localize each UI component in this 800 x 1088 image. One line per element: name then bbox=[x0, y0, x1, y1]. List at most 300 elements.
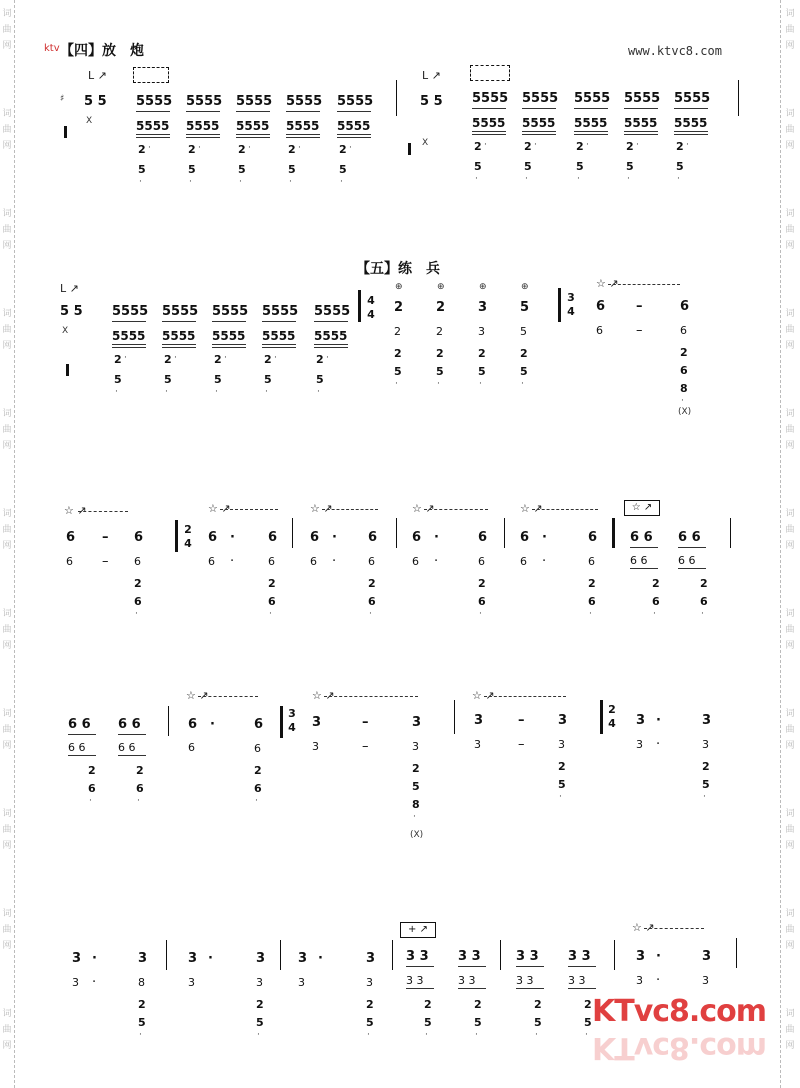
underline bbox=[314, 344, 348, 345]
note-3: 3 bbox=[702, 974, 709, 987]
watermark-char: 网 bbox=[785, 241, 795, 251]
note-low: 2 bbox=[478, 577, 486, 590]
note-2: 2 bbox=[576, 140, 584, 153]
note-5: 5 bbox=[626, 160, 634, 173]
watermark-char: 词 bbox=[2, 509, 12, 519]
dot: · bbox=[534, 140, 537, 150]
note-low: 2 bbox=[256, 998, 264, 1011]
note-low: 2 bbox=[268, 577, 276, 590]
barline bbox=[392, 940, 393, 970]
perc-mark: ☆ ↗ bbox=[64, 504, 87, 517]
underline bbox=[624, 134, 658, 135]
dot: · bbox=[627, 174, 630, 184]
note-low: 2 bbox=[134, 577, 142, 590]
note-mid: 2 bbox=[394, 325, 401, 338]
note-5: 5 bbox=[474, 160, 482, 173]
note-low: 2 bbox=[534, 998, 542, 1011]
dot: · bbox=[92, 951, 97, 966]
underline bbox=[236, 134, 270, 135]
tie-dash bbox=[608, 284, 680, 285]
underline bbox=[406, 988, 434, 989]
underline bbox=[286, 137, 320, 138]
ornament-box bbox=[470, 65, 510, 81]
note-group-5555: 5555 bbox=[112, 304, 149, 319]
dot: · bbox=[224, 353, 227, 363]
note-group-5555: 5555 bbox=[472, 116, 506, 130]
underline bbox=[568, 966, 596, 967]
note-group-5555: 5555 bbox=[286, 119, 320, 133]
note-5: 5 bbox=[164, 373, 172, 386]
dot: · bbox=[656, 713, 661, 728]
cross-mark: X bbox=[86, 116, 93, 126]
underline bbox=[236, 111, 270, 112]
staff-mark bbox=[66, 364, 69, 376]
watermark-char: 曲 bbox=[785, 1025, 795, 1035]
barline bbox=[736, 938, 737, 968]
note-group-5555: 5555 bbox=[212, 329, 246, 343]
note-top: 6 bbox=[134, 530, 144, 545]
watermark-char: 曲 bbox=[785, 225, 795, 235]
watermark-char: 曲 bbox=[2, 425, 12, 435]
perc-mark: L ↗ bbox=[422, 69, 441, 82]
underline bbox=[516, 966, 544, 967]
note-mid: 3 bbox=[412, 740, 419, 753]
watermark-char: 词 bbox=[2, 309, 12, 319]
note-5: 5 bbox=[288, 163, 296, 176]
watermark-char: 词 bbox=[785, 209, 795, 219]
underline bbox=[136, 134, 170, 135]
underline bbox=[337, 111, 371, 112]
note-group-5555: 5555 bbox=[314, 329, 348, 343]
dot: · bbox=[189, 177, 192, 187]
barline bbox=[454, 700, 455, 734]
note-6: 6 bbox=[188, 717, 198, 732]
note-pair-33: 3 3 bbox=[516, 949, 539, 964]
note-pair: 5 5 bbox=[84, 94, 107, 109]
note-group-5555: 5555 bbox=[136, 119, 170, 133]
watermark-char: 曲 bbox=[785, 25, 795, 35]
note-2: 2 bbox=[138, 143, 146, 156]
dot: · bbox=[656, 973, 661, 988]
dot: · bbox=[525, 174, 528, 184]
underline bbox=[630, 568, 658, 569]
note-top: 2 bbox=[436, 300, 446, 315]
watermark-char: 网 bbox=[2, 841, 12, 851]
underline bbox=[568, 988, 596, 989]
dot: · bbox=[677, 174, 680, 184]
tie-dash bbox=[220, 509, 278, 510]
dot: · bbox=[135, 609, 138, 619]
watermark-char: 词 bbox=[2, 209, 12, 219]
dot: · bbox=[589, 609, 592, 619]
underline bbox=[212, 344, 246, 345]
note-top: 3 bbox=[558, 713, 568, 728]
note-pair-33: 3 3 bbox=[406, 949, 429, 964]
note-low: 6 bbox=[588, 595, 596, 608]
note-low: 5 bbox=[520, 365, 528, 378]
note-top: 6 bbox=[254, 717, 264, 732]
dot: · bbox=[165, 387, 168, 397]
note-group-5555: 5555 bbox=[624, 91, 661, 106]
watermark-char: 网 bbox=[785, 41, 795, 51]
note-2: 2 bbox=[474, 140, 482, 153]
note-group-5555: 5555 bbox=[674, 116, 708, 130]
note-2: 2 bbox=[524, 140, 532, 153]
note-3: 3 bbox=[72, 976, 79, 989]
dot: · bbox=[656, 737, 661, 752]
note-top: 3 bbox=[256, 951, 266, 966]
dot: · bbox=[289, 177, 292, 187]
note-group-5555: 5555 bbox=[674, 91, 711, 106]
note-low: 6 bbox=[268, 595, 276, 608]
note-low: 5 bbox=[478, 365, 486, 378]
time-sig-top: 3 bbox=[567, 291, 575, 304]
underline bbox=[118, 734, 146, 735]
note-pair-66: 6 6 bbox=[630, 554, 648, 567]
dash: – bbox=[102, 530, 109, 545]
note-6: 6 bbox=[208, 555, 215, 568]
note-6: 6 bbox=[412, 555, 419, 568]
note-group-5555: 5555 bbox=[624, 116, 658, 130]
note-5: 5 bbox=[676, 160, 684, 173]
underline bbox=[286, 111, 320, 112]
note-2: 2 bbox=[214, 353, 222, 366]
watermark-char: 曲 bbox=[2, 725, 12, 735]
watermark-char: 网 bbox=[2, 41, 12, 51]
dot: · bbox=[269, 609, 272, 619]
perc-mark: ☆ ↗ bbox=[520, 502, 543, 515]
dot: · bbox=[255, 796, 258, 806]
time-sig-bottom: 4 bbox=[567, 305, 575, 318]
watermark-char: 词 bbox=[785, 809, 795, 819]
staff-mark bbox=[64, 126, 67, 138]
paren-cross: (X) bbox=[678, 407, 692, 417]
dot: · bbox=[367, 1030, 370, 1040]
note-group-5555: 5555 bbox=[162, 304, 199, 319]
underline bbox=[472, 131, 506, 132]
watermark-char: 词 bbox=[785, 309, 795, 319]
note-pair-33: 3 3 bbox=[568, 974, 586, 987]
underline bbox=[472, 108, 506, 109]
time-sig-bottom: 4 bbox=[608, 717, 616, 730]
note-group-5555: 5555 bbox=[236, 119, 270, 133]
watermark-char: 曲 bbox=[785, 825, 795, 835]
note-low: 2 bbox=[412, 762, 420, 775]
dot: · bbox=[586, 140, 589, 150]
underline bbox=[236, 137, 270, 138]
note-pair-66: 6 6 bbox=[678, 530, 701, 545]
dot: · bbox=[395, 379, 398, 389]
time-sig-top: 2 bbox=[184, 523, 192, 536]
watermark-char: 词 bbox=[785, 9, 795, 19]
dot: · bbox=[274, 353, 277, 363]
watermark-char: 词 bbox=[2, 1009, 12, 1019]
dot: · bbox=[686, 140, 689, 150]
note-top: 6 bbox=[66, 530, 76, 545]
dot: · bbox=[89, 796, 92, 806]
underline bbox=[472, 134, 506, 135]
watermark-char: 词 bbox=[785, 1009, 795, 1019]
note-low: 5 bbox=[424, 1016, 432, 1029]
note-pair-33: 3 3 bbox=[568, 949, 591, 964]
note-top: 6 bbox=[268, 530, 278, 545]
note-low: 2 bbox=[138, 998, 146, 1011]
perc-mark: L ↗ bbox=[60, 282, 79, 295]
note-2: 2 bbox=[626, 140, 634, 153]
dot: · bbox=[332, 554, 337, 569]
underline bbox=[186, 137, 220, 138]
barline bbox=[396, 518, 397, 548]
dash: – bbox=[102, 554, 109, 569]
note-low: 2 bbox=[584, 998, 592, 1011]
dot: · bbox=[326, 353, 329, 363]
note-pair-33: 3 3 bbox=[516, 974, 534, 987]
note-5: 5 bbox=[339, 163, 347, 176]
note-5: 5 bbox=[214, 373, 222, 386]
underline bbox=[522, 108, 556, 109]
barline bbox=[166, 940, 167, 970]
dot: · bbox=[701, 609, 704, 619]
note-3: 3 bbox=[72, 951, 82, 966]
barline bbox=[504, 518, 505, 548]
note-low: 2 bbox=[424, 998, 432, 1011]
watermark-char: 网 bbox=[785, 841, 795, 851]
note-pair: 5 5 bbox=[420, 94, 443, 109]
dot: · bbox=[413, 812, 416, 822]
dot: · bbox=[215, 387, 218, 397]
note-top: 2 bbox=[394, 300, 404, 315]
note-top: 3 bbox=[312, 715, 322, 730]
note-5: 5 bbox=[238, 163, 246, 176]
time-sig-top: 2 bbox=[608, 703, 616, 716]
note-5: 5 bbox=[316, 373, 324, 386]
watermark-char: 网 bbox=[785, 1041, 795, 1051]
note-mid: 2 bbox=[436, 325, 443, 338]
perc-box: + ↗ bbox=[400, 922, 436, 938]
barline bbox=[280, 940, 281, 970]
note-3: 3 bbox=[298, 976, 305, 989]
dot: · bbox=[148, 143, 151, 153]
barline bbox=[358, 290, 361, 322]
underline bbox=[162, 347, 196, 348]
note-low: 2 bbox=[436, 347, 444, 360]
note-3: 3 bbox=[188, 951, 198, 966]
barline bbox=[614, 940, 615, 970]
underline bbox=[286, 134, 320, 135]
underline bbox=[458, 966, 486, 967]
note-top: 3 bbox=[412, 715, 422, 730]
note-low: 2 bbox=[520, 347, 528, 360]
dot: · bbox=[656, 949, 661, 964]
note-low: 5 bbox=[412, 780, 420, 793]
watermark-char: 曲 bbox=[785, 625, 795, 635]
note-pair: 5 5 bbox=[60, 304, 83, 319]
note-2: 2 bbox=[316, 353, 324, 366]
section-4-title: 【四】放 炮 bbox=[60, 43, 144, 59]
note-mid: 3 bbox=[312, 740, 319, 753]
dot: · bbox=[298, 143, 301, 153]
watermark-char: 词 bbox=[2, 909, 12, 919]
underline bbox=[406, 966, 434, 967]
note-mid: 8 bbox=[138, 976, 145, 989]
section-5-title: 【五】练 兵 bbox=[356, 261, 440, 277]
time-sig-bottom: 4 bbox=[288, 721, 296, 734]
underline bbox=[162, 344, 196, 345]
perc-mark: ☆ ↗ bbox=[472, 689, 495, 702]
barline bbox=[612, 518, 615, 548]
note-low: 5 bbox=[138, 1016, 146, 1029]
underline bbox=[574, 134, 608, 135]
note-top: 3 bbox=[474, 713, 484, 728]
note-low: 5 bbox=[474, 1016, 482, 1029]
cross-mark: X bbox=[62, 326, 69, 336]
watermark-char: 网 bbox=[2, 641, 12, 651]
dash: – bbox=[362, 739, 369, 754]
note-pair-66: 6 6 bbox=[678, 554, 696, 567]
note-group-5555: 5555 bbox=[236, 94, 273, 109]
note-low: 2 bbox=[652, 577, 660, 590]
dash: – bbox=[636, 299, 643, 314]
underline bbox=[186, 134, 220, 135]
watermark-char: 曲 bbox=[2, 1025, 12, 1035]
cross-mark: X bbox=[422, 138, 429, 148]
note-pair-66: 6 6 bbox=[118, 717, 141, 732]
note-group-5555: 5555 bbox=[337, 119, 371, 133]
dot: · bbox=[198, 143, 201, 153]
dot: · bbox=[425, 1030, 428, 1040]
dot: · bbox=[239, 177, 242, 187]
watermark-char: 曲 bbox=[2, 325, 12, 335]
underline bbox=[262, 321, 296, 322]
watermark-char: 曲 bbox=[785, 125, 795, 135]
note-low: 2 bbox=[88, 764, 96, 777]
underline bbox=[574, 131, 608, 132]
dot: · bbox=[475, 174, 478, 184]
watermark-char: 曲 bbox=[2, 625, 12, 635]
watermark-char: 网 bbox=[785, 941, 795, 951]
note-top: 3 bbox=[366, 951, 376, 966]
note-3: 3 bbox=[298, 951, 308, 966]
note-pair-66: 6 6 bbox=[630, 530, 653, 545]
note-2: 2 bbox=[264, 353, 272, 366]
underline bbox=[68, 734, 96, 735]
note-low: 2 bbox=[368, 577, 376, 590]
note-low: 2 bbox=[558, 760, 566, 773]
note-group-5555: 5555 bbox=[186, 119, 220, 133]
dot: · bbox=[257, 1030, 260, 1040]
note-group-5555: 5555 bbox=[186, 94, 223, 109]
note-pair-33: 3 3 bbox=[458, 974, 476, 987]
note-3: 3 bbox=[702, 949, 712, 964]
perc-box: ☆ ↗ bbox=[624, 500, 660, 516]
underline bbox=[112, 344, 146, 345]
underline bbox=[112, 347, 146, 348]
note-group-5555: 5555 bbox=[162, 329, 196, 343]
perc-mark: L ↗ bbox=[88, 69, 107, 82]
note-2: 2 bbox=[188, 143, 196, 156]
underline bbox=[678, 547, 706, 548]
ornament-box bbox=[133, 67, 169, 83]
dot: · bbox=[484, 140, 487, 150]
note-low: 2 bbox=[136, 764, 144, 777]
watermark-char: 网 bbox=[2, 341, 12, 351]
dot: · bbox=[434, 530, 439, 545]
note-top: 6 bbox=[680, 299, 690, 314]
watermark-char: 网 bbox=[2, 141, 12, 151]
barline bbox=[292, 518, 293, 548]
dot: · bbox=[137, 796, 140, 806]
note-mid: 6 bbox=[680, 324, 687, 337]
underline bbox=[162, 321, 196, 322]
note-6: 6 bbox=[310, 555, 317, 568]
note-pair-66: 6 6 bbox=[118, 741, 136, 754]
watermark-char: 网 bbox=[2, 441, 12, 451]
note-6: 6 bbox=[188, 741, 195, 754]
note-low: 6 bbox=[136, 782, 144, 795]
accent-mark: ⊕ bbox=[521, 282, 529, 292]
underline bbox=[678, 568, 706, 569]
note-2: 2 bbox=[238, 143, 246, 156]
note-low: 6 bbox=[680, 364, 688, 377]
note-low: 5 bbox=[702, 778, 710, 791]
dot: · bbox=[577, 174, 580, 184]
tie-dash bbox=[532, 509, 598, 510]
dot: · bbox=[636, 140, 639, 150]
note-6: 6 bbox=[520, 530, 530, 545]
dot: · bbox=[265, 387, 268, 397]
note-low: 2 bbox=[588, 577, 596, 590]
note-mid: 6 bbox=[134, 555, 141, 568]
note-pair-66: 6 6 bbox=[68, 741, 86, 754]
dot: · bbox=[340, 177, 343, 187]
note-mid: 6 bbox=[268, 555, 275, 568]
note-top: 5 bbox=[520, 300, 530, 315]
note-pair-33: 3 3 bbox=[458, 949, 481, 964]
note-mid: 6 bbox=[254, 742, 261, 755]
underline bbox=[314, 321, 348, 322]
dot: · bbox=[332, 530, 337, 545]
note-low: 2 bbox=[700, 577, 708, 590]
note-low: 2 bbox=[366, 998, 374, 1011]
note-pair-66: 6 6 bbox=[68, 717, 91, 732]
dash: – bbox=[518, 713, 525, 728]
note-group-5555: 5555 bbox=[574, 116, 608, 130]
note-3: 3 bbox=[188, 976, 195, 989]
note-group-5555: 5555 bbox=[136, 94, 173, 109]
barline bbox=[738, 80, 739, 116]
note-low: 6 bbox=[478, 595, 486, 608]
barline bbox=[280, 706, 283, 738]
note-3: 3 bbox=[636, 974, 643, 987]
sharp-mark: ♯ bbox=[60, 94, 65, 104]
note-low: 8 bbox=[412, 798, 420, 811]
dot: · bbox=[535, 1030, 538, 1040]
barline bbox=[730, 518, 731, 548]
note-2: 2 bbox=[288, 143, 296, 156]
note-group-5555: 5555 bbox=[574, 91, 611, 106]
watermark-char: 词 bbox=[2, 409, 12, 419]
tie-dash bbox=[78, 511, 128, 512]
note-group-5555: 5555 bbox=[112, 329, 146, 343]
note-group-5555: 5555 bbox=[337, 94, 374, 109]
watermark-char: 词 bbox=[2, 9, 12, 19]
dot: · bbox=[230, 530, 235, 545]
watermark-char: 网 bbox=[2, 941, 12, 951]
accent-mark: ⊕ bbox=[479, 282, 487, 292]
note-5: 5 bbox=[264, 373, 272, 386]
site-logo-reflection: KTvc8.com bbox=[592, 1030, 766, 1065]
staff-mark bbox=[408, 143, 411, 155]
